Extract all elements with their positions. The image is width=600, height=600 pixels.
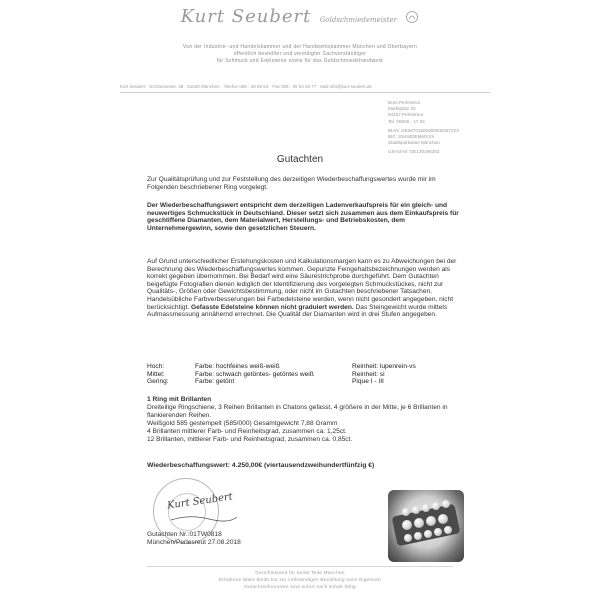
office-info-line: IBAN: DE26701500000000487223 <box>388 127 459 133</box>
certificate-number: Gutachten Nr.:01TW0818 <box>147 531 222 538</box>
letterhead-logo <box>0 6 600 27</box>
diamond-stone <box>402 520 412 530</box>
intro-paragraph: Zur Qualitätsprüfung und zur Feststellung des derzeitigen Wiederbeschaffungswertes wurde mir im Folgenden beschriebener Ring vorgelegt. <box>147 176 436 191</box>
grade-clarity: Reinheit: si <box>352 370 385 378</box>
quality-grade-table <box>147 363 459 386</box>
logo-emblem-icon <box>405 10 419 24</box>
diamond-stone <box>414 532 422 540</box>
grade-clarity: Reinheit: lupenrein-vs <box>352 363 416 370</box>
office-info-line: Büro Perlesreut <box>388 100 420 105</box>
replacement-value: Wiederbeschaffungswert: 4.250,00€ (viertausendzweihundertfünfzig €) <box>147 462 375 469</box>
diamond-stone <box>404 534 412 542</box>
grade-level: Gering: <box>147 378 169 386</box>
letterhead-line-3: für Schmuck und Edelsteine sowie für das Goldschmiedehandwerk <box>216 58 384 64</box>
item-stones-small: 12 Brillanten, mittlerer Farb- und Reinheitsgrad, zusammen ca. 0,85ct. <box>147 436 353 443</box>
diamond-stone <box>438 514 448 524</box>
item-description: Dreiteilige Ringschiene, 3 Reihen Brillanten in Chatons gefasst, 4 größere in der Mitte, je 6 Brillanten in flankierenden Reihen. <box>147 404 448 419</box>
letterhead-line-2: öffentlich bestellter und vereidigter Sachverständiger <box>233 51 367 57</box>
signature-stroke-icon <box>169 514 239 522</box>
diamond-stone <box>426 516 436 526</box>
grade-row <box>147 378 459 386</box>
grade-level: Hoch: <box>147 363 165 370</box>
office-info-line: Marktplatz 20 <box>388 106 416 112</box>
footer-line-1: Gerichtsstand für beide Teile München <box>255 570 345 575</box>
diamond-stone <box>424 530 432 538</box>
office-info-line: 94157 Perlesreut <box>388 112 423 118</box>
diamond-stone <box>444 526 452 534</box>
certificate-place-date: München/Perlesreut 27.08.2018 <box>147 539 241 547</box>
footer-divider <box>147 566 453 567</box>
grade-color: Farbe: schwach getöntes- getöntes weiß <box>195 370 314 378</box>
grade-color: Farbe: hochfeines weiß-weiß <box>195 363 280 370</box>
grade-color: Farbe: getönt <box>195 378 235 386</box>
diamond-stone <box>412 506 420 514</box>
item-material: Weißgold 585 gestempelt (585/000) Gesamtgewicht 7,88 Gramm <box>147 420 338 427</box>
ring-photo <box>388 490 464 562</box>
letterhead-name: Kurt Seubert <box>180 6 312 27</box>
item-stones-large: 4 Brillanten mittlerer Farb- und Reinheitsgrad, zusammen ca. 1,25ct. <box>147 428 347 435</box>
handwritten-signature: Kurt Seubert <box>166 491 234 512</box>
office-info-line: BIC: SSKMDEMMXXX <box>388 134 435 140</box>
value-definition-paragraph: Der Wiederbeschaffungswert entspricht dem derzeitigen Ladenverkaufspreis für ein gleich- und neuwertiges Schmuckstück in Deutschland. Dieser setzt sich zusammen aus dem Einkaufspreis für geschliffene Diamanten, dem Materialwert, Herstellungs- und Betriebskosten, dem Unternehmergewinn, sowie den gesetzlichen Steuern. <box>147 202 459 232</box>
certificate-info <box>147 531 241 548</box>
grade-row <box>147 363 459 371</box>
disclaimer-text: Auf Grund unterschiedlicher Erstehungskosten und Kalkulationsmargen kann es zu Abweichungen bei der Berechnung des Wiederbeschaffungswertes kommen. Gepunzte Feingehaltsbezeichnungen werden als korrekt gegeben übernommen. Bei Bedarf wird eine Säurestrichprobe durchgeführt. Dem Gutachten beigefügte Fotografien dienen lediglich der Identifizierung des vorgelegten Schmuckstückes, nicht zur Qualitäts-, Größen oder Gewichtsbestimmung, oder nicht im Gutachten beschriebener Tatsachen. Handelsübliche Farbverbesserungen bei Farbedelsteine werden, wenn nicht gesondert angegeben, nicht berücksichtigt. <box>147 258 457 311</box>
diamond-stone <box>442 500 450 508</box>
office-info-line: USt-Id-Nr: DE130196353 <box>388 149 440 155</box>
footer-line-3: Gutachtenhonorare sind sofort nach Erhalt fällig <box>244 584 356 589</box>
grade-row <box>147 371 459 379</box>
contact-divider <box>120 92 490 93</box>
document-title: Gutachten <box>276 154 324 165</box>
diamond-stone <box>414 518 424 528</box>
letterhead-line-1: Von der Industrie- und Handelskammer und der Handwerkskammer München und Oberbayern <box>182 44 418 50</box>
office-info-line: Stadtsparkasse München <box>388 140 440 146</box>
grade-level: Mittel: <box>147 370 165 378</box>
diamond-stone <box>402 508 410 516</box>
grade-clarity: Pique I - III <box>352 378 384 386</box>
item-heading: 1 Ring mit Brillanten <box>147 396 212 403</box>
disclaimer-bold-text: Gefasste Edelsteine können nicht graduiert werden. <box>191 303 354 311</box>
footer-line-2: Erhaltene Ware bleibt bis zur vollständigen Bezahlung mein Eigentum <box>219 577 381 582</box>
diamond-stone <box>422 504 430 512</box>
letterhead-subtitle: Goldschmiedemeister <box>319 16 397 24</box>
contact-line: Kurt Seubert · Schrannenstr. 38 · 81539 München · Telefon 089 - 28 65 64 · Fax 089 - 25 54 26 77 · Mail info@kurt-seubert.de <box>120 84 372 89</box>
diamond-stone <box>432 502 440 510</box>
disclaimer-tail-text: Das Steingewicht wurde mittels Aufmassmessung annähernd errechnet. Die Qualität der Diamanten wird in drei Stufen angegeben. <box>147 303 448 319</box>
office-info-line: Tel. 08555 - 17 25 <box>388 118 425 124</box>
disclaimer-paragraph <box>147 258 459 319</box>
diamond-stone <box>434 528 442 536</box>
office-info-block <box>388 100 498 156</box>
